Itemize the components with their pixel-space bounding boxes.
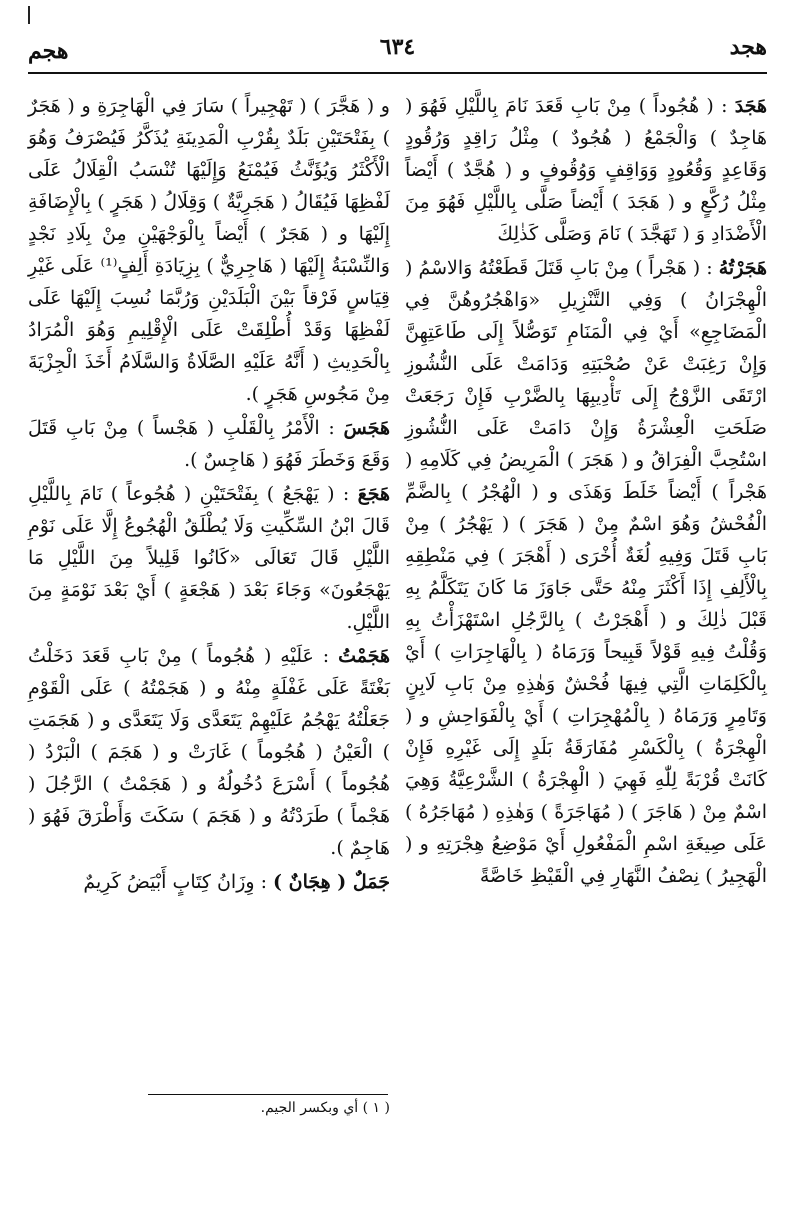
page-header <box>28 28 767 74</box>
entry-hajartuhu <box>405 252 767 892</box>
entry-text: : ( هَجْراً ) مِنْ بَابِ قَتَلَ قَطَعْتُهُ وَالاسْمُ ( الْهِجْرَانُ ) وَفِي التَّنْزِيلِ «وَاهْجُرُوهُنَّ فِي الْمَضَاجِعِ» أَيْ فِي الْمَنَامِ تَوَصُّلاً إِلَى طَاعَتِهِنَّ وَإِنْ رَغِبَتْ عَنْ صُحْبَتِهِ وَدَامَتْ عَلَى النُّشُوزِ ارْتَقَى الزَّوْجُ إِلَى تَأْدِيبِهَا بِالضَّرْبِ فَإِنْ رَجَعَتْ صَلَحَتِ الْعِشْرَةُ وَإِنْ دَامَتْ عَلَى النُّشُوزِ اسْتُحِبَّ الْفِرَاقُ و ( هَجَرَ ) الْمَرِيضُ فِي كَلَامِهِ ( هَجْراً ) أَيْضاً خَلَطَ وَهَذَى و ( الْهُجْرُ ) بِالضَّمِّ الْفُحْشُ وَهُوَ اسْمٌ مِنْ ( هَجَرَ ) ( يَهْجُرُ ) مِنْ بَابِ قَتَلَ وَفِيهِ لُغَةٌ أُخْرَى ( أَهْجَرَ ) فِي مَنْطِقِهِ بِالْأَلِفِ إِذَا أَكْثَرَ مِنْهُ حَتَّى جَاوَزَ مَا كَانَ يَتَكَلَّمُ بِهِ قَبْلَ ذٰلِكَ و ( أَهْجَرْتُ ) بِالرَّجُلِ اسْتَهْزَأْتُ بِهِ وَقُلْتُ فِيهِ قَوْلاً قَبِيحاً وَرَمَاهُ ( بِالْهَاجِرَاتِ ) أَيْ بِالْكَلِمَاتِ الَّتِي فِيهَا فُحْشٌ وَهٰذِهِ مِنْ بَابِ لَابِنٍ وَتَامِرٍ وَرَمَاهُ ( بِالْمُهْجِرَاتِ ) أَيْ بِالْفَوَاحِشِ و ( الْهِجْرَةُ ) بِالْكَسْرِ مُفَارَقَةُ بَلَدٍ إِلَى غَيْرِهِ فَإِنْ كَانَتْ قُرْبَةً لِلّٰهِ فَهِيَ ( الْهِجْرَةُ ) الشَّرْعِيَّةُ وَهِيَ اسْمٌ مِنْ ( هَاجَرَ ) ( مُهَاجَرَةً ) وَهٰذِهِ ( مُهَاجَرُهُ ) عَلَى صِيغَةِ اسْمِ الْمَفْعُولِ أَيْ مَوْضِعُ هِجْرَتِهِ و ( الْهَجِيرُ ) نِصْفُ النَّهَارِ فِي الْقَيْظِ خَاصَّةً <box>405 257 767 887</box>
footnote-rule <box>148 1094 388 1095</box>
entry-headword: هَجَرْتُهُ <box>718 257 767 279</box>
entry-text: : وِزَانُ كِتَابٍ أَبْيَضُ كَرِيمٌ <box>83 871 267 893</box>
running-head-left: هجم <box>28 38 69 64</box>
right-column <box>405 90 767 1176</box>
entry-text: : عَلَيْهِ ( هُجُوماً ) مِنْ بَابِ قَعَدَ دَخَلْتُ بَغْتَةً عَلَى غَفْلَةٍ مِنْهُ و ( هَجَمْتُهُ ) عَلَى الْقَوْمِ جَعَلْتُهُ يَهْجُمُ عَلَيْهِمْ يَتَعَدَّى وَلَا يَتَعَدَّى و ( هَجَمَتِ ) الْعَيْنُ ( هُجُوماً ) غَارَتْ و ( هَجَمَ ) الْبَرْدُ ( هُجُوماً ) أَسْرَعَ دُخُولُهُ و ( هَجَمْتُ ) الرَّجُلَ ( هَجْماً ) طَرَدْتُهُ و ( هَجَمَ ) سَكَتَ وَأَطْرَقَ فَهُوَ ( هَاجِمٌ ). <box>28 645 390 859</box>
entry-text: : الْأَمْرُ بِالْقَلْبِ ( هَجْساً ) مِنْ بَابِ قَتَلَ وَقَعَ وَخَطَرَ فَهُوَ ( هَاجِسٌ ). <box>28 417 390 471</box>
entry-headword: جَمَلٌ ( هِجَانٌ ) <box>273 871 390 893</box>
text-columns <box>28 90 767 1176</box>
entry-jamal-hijan <box>28 866 390 898</box>
footnote: ( ١ ) أي وبكسر الجيم. <box>260 1100 390 1116</box>
running-head-right: هجد <box>729 34 767 60</box>
entry-headword: هَجَمْتُ <box>338 645 390 667</box>
left-column <box>28 90 390 1176</box>
entry-hajjara-continued <box>28 90 390 410</box>
page-edge-mark <box>28 6 30 24</box>
entry-text: و ( هَجَّرَ ) ( تَهْجِيراً ) سَارَ فِي الْهَاجِرَةِ و ( هَجَرٌ ) بِفَتْحَتَيْنِ بَلَدٌ بِقُرْبِ الْمَدِينَةِ يُذَكَّرُ فَيُصْرَفُ وَهُوَ الْأَكْثَرُ وَيُؤَنَّثُ فَيُمْنَعُ وَإِلَيْهَا تُنْسَبُ الْقِلَالُ عَلَى لَفْظِهَا فَيُقَالُ ( هَجَرِيَّةٌ ) وَقِلَالُ ( هَجَرٍ ) بِالْإِضَافَةِ إِلَيْهَا و ( هَجَرٌ ) أَيْضاً بِالْوَجْهَيْنِ مِنْ بِلَادِ نَجْدٍ وَالنِّسْبَةُ إِلَيْهَا ( هَاجِرِيٌّ ) بِزِيَادَةِ أَلِفٍ⁽¹⁾ عَلَى غَيْرِ قِيَاسٍ فَرْقاً بَيْنَ الْبَلَدَيْنِ وَرُبَّمَا نُسِبَ إِلَيْهَا عَلَى لَفْظِهَا وَقَدْ أُطْلِقَتْ عَلَى الْإِقْلِيمِ وَهُوَ الْمُرَادُ بِالْحَدِيثِ ( أَنَّهُ عَلَيْهِ الصَّلَاةُ وَالسَّلَامُ أَخَذَ الْجِزْيَةَ مِنْ مَجُوسِ هَجَرٍ ). <box>28 95 390 405</box>
entry-hajasa <box>28 412 390 476</box>
entry-text: : ( هُجُوداً ) مِنْ بَابِ قَعَدَ نَامَ بِاللَّيْلِ فَهُوَ ( هَاجِدٌ ) وَالْجَمْعُ ( هُجُودٌ ) مِثْلُ رَاقِدٍ وَرُقُودٍ وَقَاعِدٍ وَقُعُودٍ وَوَاقِفٍ وَوُقُوفٍ و ( هُجَّدٌ ) أَيْضاً مِثْلُ رُكَّعٍ و ( هَجَدَ ) أَيْضاً صَلَّى بِاللَّيْلِ فَهُوَ مِنَ الْأَضْدَادِ وَ ( تَهَجَّدَ ) نَامَ وَصَلَّى كَذٰلِكَ <box>405 95 767 245</box>
entry-haja'a <box>28 478 390 638</box>
page-number: ٦٣٤ <box>379 34 416 60</box>
entry-headword: هَجَعَ <box>357 483 390 505</box>
entry-hajada <box>405 90 767 250</box>
entry-text: : ( يَهْجَعُ ) بِفَتْحَتَيْنِ ( هُجُوعاً ) نَامَ بِاللَّيْلِ قَالَ ابْنُ السِّكِّيتِ وَلَا يُطْلَقُ الْهُجُوعُ إِلَّا عَلَى نَوْمِ اللَّيْلِ قَالَ تَعَالَى «كَانُوا قَلِيلاً مِنَ اللَّيْلِ مَا يَهْجَعُونَ» وَجَاءَ بَعْدَ ( هَجْعَةٍ ) أَيْ بَعْدَ نَوْمَةٍ مِنَ اللَّيْلِ. <box>28 483 390 633</box>
entry-hajamtu <box>28 640 390 864</box>
entry-headword: هَجَدَ <box>734 95 767 117</box>
entry-headword: هَجَسَ <box>343 417 391 439</box>
